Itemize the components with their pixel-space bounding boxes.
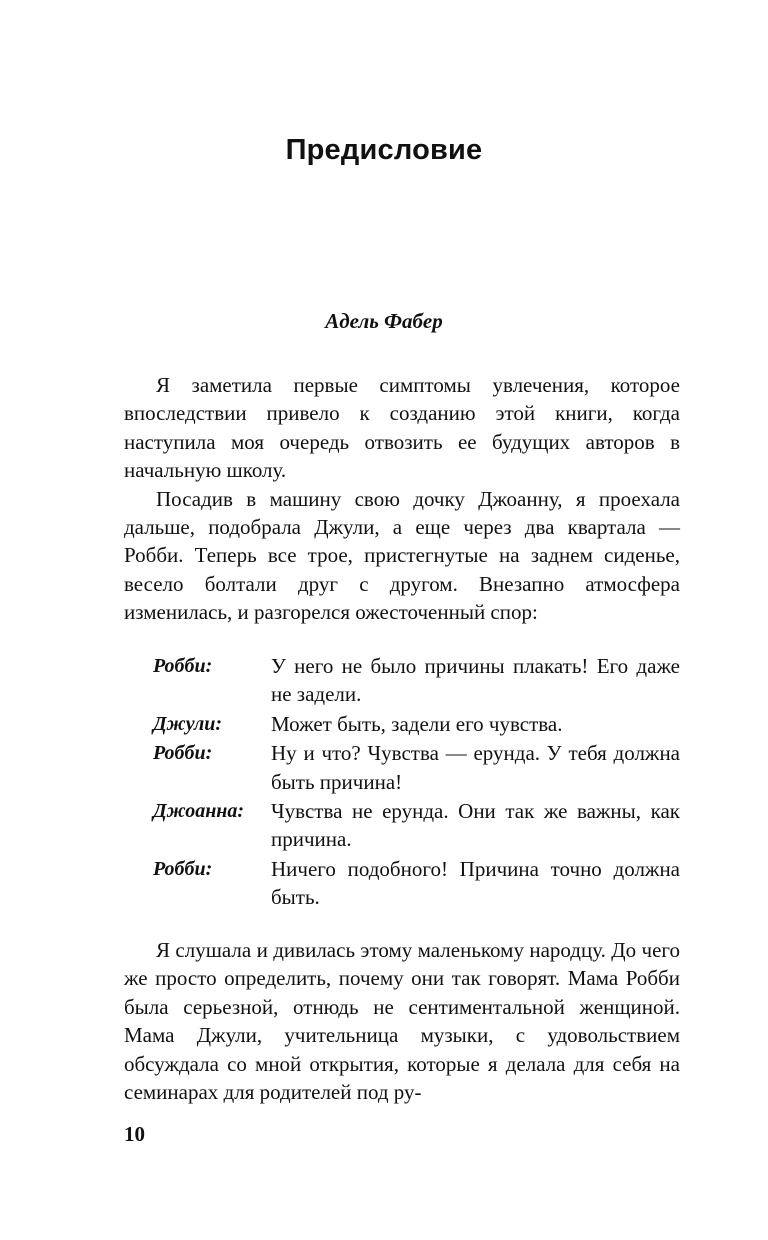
intro-text bbox=[124, 371, 680, 627]
chapter-title: Предисловие bbox=[285, 134, 483, 166]
dialogue-line: Чувства не ерунда. Они так же важны, как причина. bbox=[271, 799, 680, 852]
paragraph: Я слушала и дивилась этому маленькому народцу. До чего же просто определить, почему они так говорят. Мама Робби была серьезной, отнюдь не сентиментальной женщиной. Мама Джули, учительница музыки, с удовольствием обсуждала со мной открытия, которые я делала для себя на семинарах для родителей под ру- bbox=[124, 938, 680, 1105]
dialogue-row bbox=[153, 739, 680, 796]
dialogue-block bbox=[153, 652, 680, 912]
dialogue-line: Ничего подобного! Причина точно должна быть. bbox=[271, 856, 680, 910]
speaker-name: Джоанна: bbox=[153, 800, 245, 823]
dialogue-row bbox=[153, 855, 680, 912]
dialogue-line: У него не было причины плакать! Его даже не задели. bbox=[271, 654, 680, 707]
speaker-name: Робби: bbox=[153, 742, 213, 765]
dialogue-line: Может быть, задели его чувства. bbox=[271, 711, 563, 736]
speaker-name: Джули: bbox=[153, 712, 223, 735]
page-number: 10 bbox=[124, 1122, 145, 1146]
speaker-name: Робби: bbox=[153, 857, 213, 880]
closing-text bbox=[124, 936, 680, 1106]
dialogue-row bbox=[153, 710, 680, 738]
dialogue-row bbox=[153, 652, 680, 709]
dialogue-line: Ну и что? Чувства — ерунда. У тебя должна быть причина! bbox=[271, 741, 680, 794]
paragraph: Я заметила первые симптомы увлечения, которое впоследствии привело к созданию этой книги, когда наступила моя очередь отвозить ее будущих авторов в начальную школу. bbox=[124, 373, 680, 483]
speaker-name: Робби: bbox=[153, 655, 213, 677]
author-name: Адель Фабер bbox=[325, 309, 443, 333]
paragraph: Посадив в машину свою дочку Джоанну, я проехала дальше, подобрала Джули, а еще через два квартала — Робби. Теперь все трое, пристегнутые на заднем сиденье, весело болтали друг с другом. Внезапно атмосфера изменилась, и разгорелся ожесточенный спор: bbox=[124, 486, 680, 625]
dialogue-row bbox=[153, 797, 680, 854]
